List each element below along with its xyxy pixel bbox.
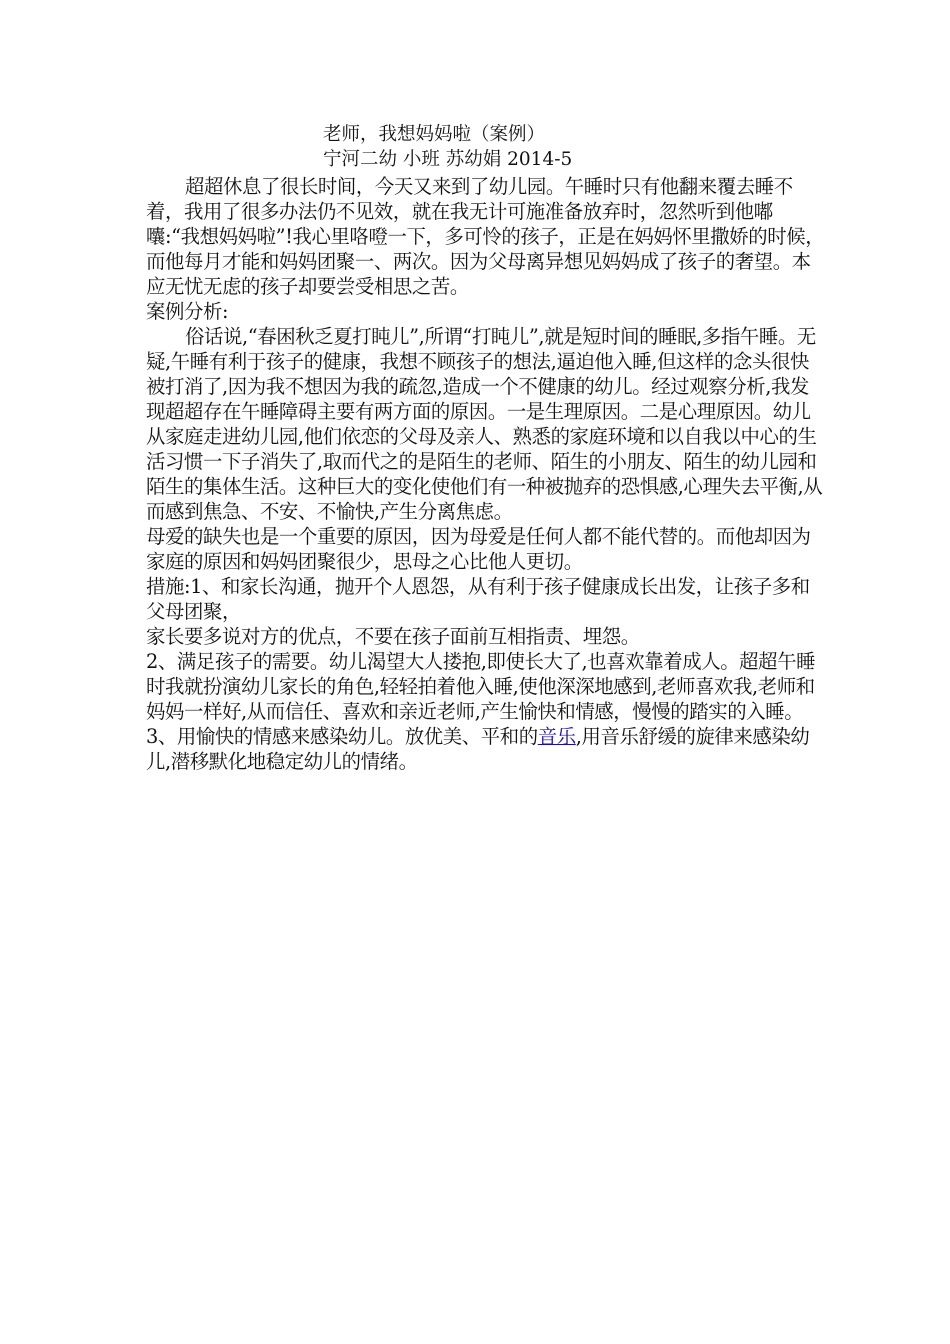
story-paragraph: 超超休息了很长时间，今天又来到了幼儿园。午睡时只有他翻来覆去睡不着，我用了很多办法仍不见效，就在我无计可施准备放弃时，忽然听到他嘟囔:“我想妈妈啦”!我心里咯噔一下，多可怜的孩子，正是在妈妈怀里撒娇的时候，而他每月才能和妈妈团聚一、两次。因为父母离异想见妈妈成了孩子的奢望。本应无忧无虑的孩子却要尝受相思之苦。	[146, 175, 825, 298]
title-block	[323, 122, 572, 172]
measure-2: 2、满足孩子的需要。幼儿渴望大人搂抱,即使长大了,也喜欢靠着成人。超超午睡时我就扮演幼儿家长的角色,轻轻拍着他入睡,使他深深地感到,老师喜欢我,老师和妈妈一样好,从而信任、喜欢和亲近老师,产生愉快和情感，慢慢的踏实的入睡。	[146, 650, 816, 723]
measure-1-continued: 家长要多说对方的优点，不要在孩子面前互相指责、埋怨。	[146, 625, 640, 648]
analysis-heading: 案例分析:	[146, 300, 229, 323]
music-link[interactable]: 音乐	[537, 725, 576, 748]
measure-3-end: ,用音乐舒缓的旋律来感染幼儿,潜移默化地稳定幼儿的情绪。	[146, 725, 810, 773]
document-byline: 宁河二幼 小班 苏幼娟 2014-5	[323, 149, 573, 170]
measure-1: 措施:1、和家长沟通，抛开个人恩怨，从有利于孩子健康成长出发，让孩子多和父母团聚，	[146, 575, 810, 623]
document-title: 老师，我想妈妈啦（案例）	[323, 124, 546, 145]
document-body	[146, 174, 826, 774]
analysis-paragraph-2: 母爱的缺失也是一个重要的原因，因为母爱是任何人都不能代替的。而他却因为家庭的原因和妈妈团聚很少，思母之心比他人更切。	[146, 525, 811, 573]
analysis-paragraph: 俗话说,“春困秋乏夏打盹儿”,所谓“打盹儿”,就是短时间的睡眠,多指午睡。无疑,午睡有利于孩子的健康，我想不顾孩子的想法,逼迫他入睡,但这样的念头很快被打消了,因为我不想因为我的疏忽,造成一个不健康的幼儿。经过观察分析,我发现超超存在午睡障碍主要有两方面的原因。一是生理原因。二是心理原因。幼儿从家庭走进幼儿园,他们依恋的父母及亲人、熟悉的家庭环境和以自我以中心的生活习惯一下子消失了,取而代之的是陌生的老师、陌生的小朋友、陌生的幼儿园和陌生的集体生活。这种巨大的变化使他们有一种被抛弃的恐惧感,心理失去平衡,从而感到焦急、不安、不愉快,产生分离焦虑。	[146, 325, 823, 523]
measure-3	[146, 724, 826, 774]
measure-3-start: 3、用愉快的情感来感染幼儿。放优美、平和的	[146, 725, 538, 748]
